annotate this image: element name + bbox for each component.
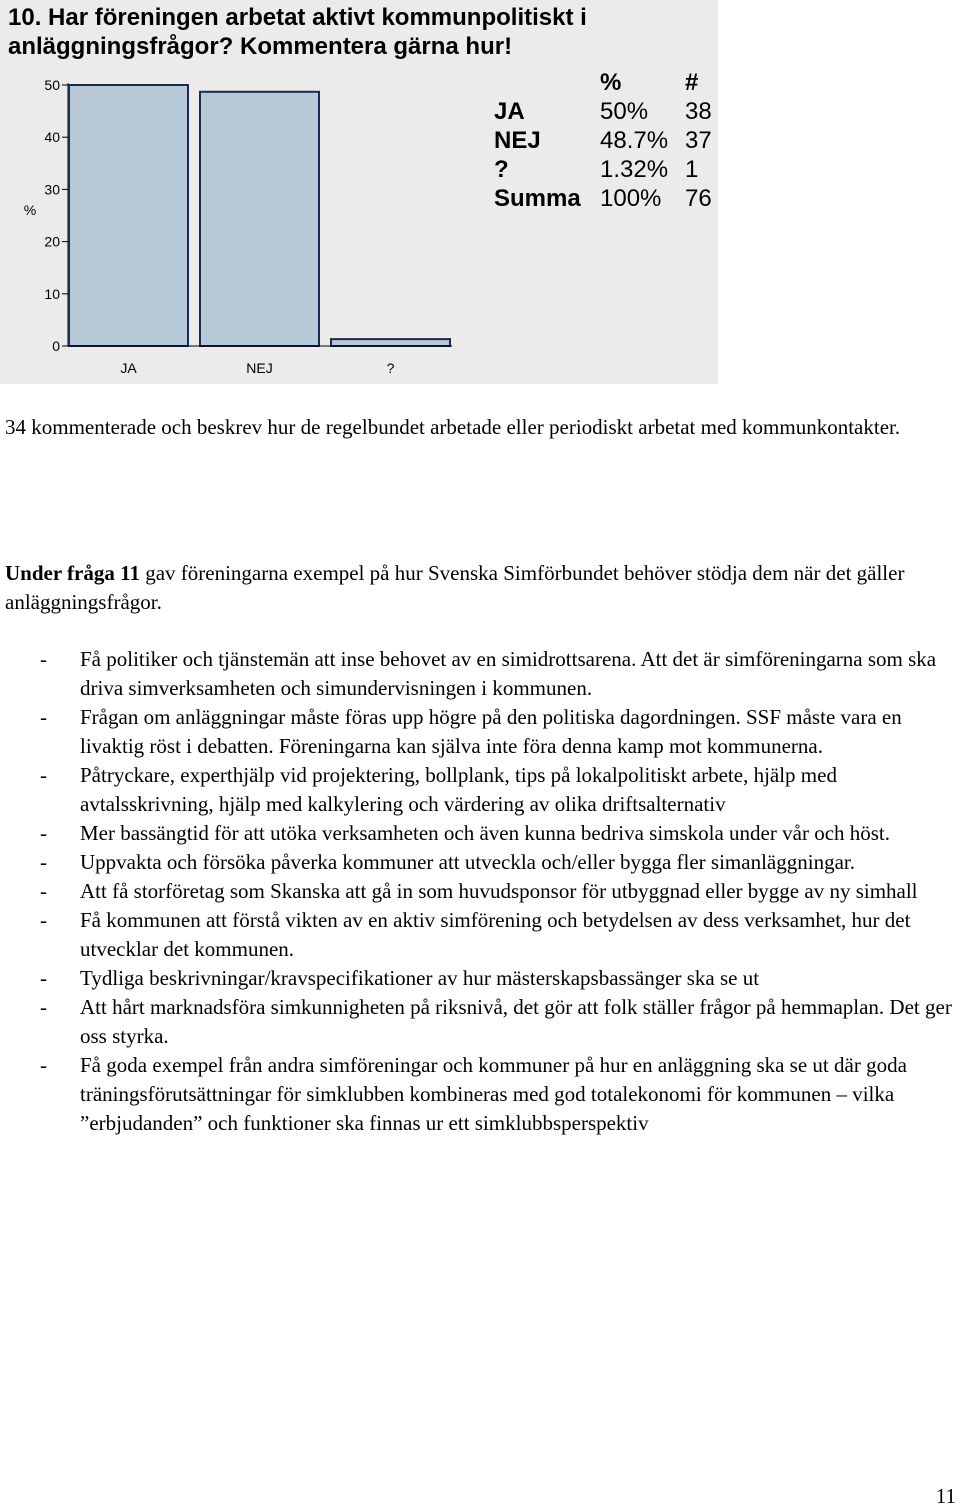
- y-tick-label: 50: [44, 77, 60, 93]
- list-item-text: Påtryckare, experthjälp vid projektering, bollplank, tips på lokalpolitiskt arbete, hjälp med avtalsskrivning, hjälp med kalkylering och värdering av olika driftsalternativ: [80, 763, 837, 816]
- summary-label: ?: [494, 156, 509, 183]
- list-item-text: Frågan om anläggningar måste föras upp högre på den politiska dagordningen. SSF måste vara en livaktig röst i debatten. Föreningarna kan själva inte föra denna kamp mot kommunerna.: [80, 705, 902, 758]
- intro-paragraph: 34 kommenterade och beskrev hur de regelbundet arbetade eller periodiskt arbetat med kommunkontakter.: [5, 415, 901, 439]
- summary-label: JA: [494, 98, 525, 125]
- dash-bullet: -: [40, 850, 47, 874]
- list-item: [0, 1051, 960, 1138]
- y-tick-label: 0: [52, 338, 60, 354]
- y-axis-label: %: [23, 202, 37, 218]
- question-11-text: gav föreningarna exempel på hur Svenska Simförbundet behöver stödja dem när det gäller anläggningsfrågor.: [5, 561, 905, 614]
- bar-1: [200, 92, 319, 346]
- summary-pct: 48.7%: [600, 127, 669, 154]
- bar-2: [331, 339, 450, 346]
- list-item: [0, 848, 960, 877]
- list-item-text: Få politiker och tjänstemän att inse behovet av en simidrottsarena. Att det är simföreningarna som ska driva simverksamheten och simundervisningen i kommunen.: [80, 647, 937, 700]
- question-11-paragraph: [5, 559, 955, 617]
- dash-bullet: -: [40, 1053, 47, 1077]
- list-item: [0, 906, 960, 964]
- summary-pct: 1.32%: [600, 156, 669, 183]
- summary-label: NEJ: [494, 127, 541, 154]
- y-tick-label: 20: [44, 233, 60, 250]
- dash-bullet: -: [40, 821, 47, 845]
- list-item: [0, 877, 960, 906]
- figure-title: 10. Har föreningen arbetat aktivt kommunpolitiskt i anläggningsfrågor? Kommentera gärna hur!: [8, 4, 587, 60]
- list-item: [0, 703, 960, 761]
- list-item-text: Att få storföretag som Skanska att gå in som huvudsponsor för utbyggnad eller bygge av ny simhall: [80, 879, 918, 903]
- suggestion-list: [0, 645, 960, 1138]
- list-item-text: Få kommunen att förstå vikten av en aktiv simförening och betydelsen av dess verksamhet, hur det utvecklar det kommunen.: [80, 908, 911, 961]
- list-item-text: Tydliga beskrivningar/kravspecifikationer av hur mästerskapsbassänger ska se ut: [80, 966, 760, 990]
- summary-count: 37: [685, 127, 712, 154]
- dash-bullet: -: [40, 763, 47, 787]
- list-item: [0, 993, 960, 1051]
- summary-pct: 50%: [600, 98, 649, 125]
- bar-0: [69, 85, 188, 346]
- y-tick-label: 30: [44, 181, 60, 198]
- summary-count: 76: [685, 185, 712, 212]
- dash-bullet: -: [40, 908, 47, 932]
- page-number: 11: [935, 1484, 956, 1508]
- summary-count: 38: [685, 98, 712, 125]
- survey-figure: [0, 0, 718, 384]
- question-11-label: Under fråga 11: [5, 561, 140, 585]
- summary-header-pct: %: [600, 69, 622, 96]
- dash-bullet: -: [40, 995, 47, 1019]
- list-item-text: Uppvakta och försöka påverka kommuner att utveckla och/eller bygga fler simanläggningar.: [80, 850, 855, 874]
- summary-count: 1: [685, 156, 699, 183]
- dash-bullet: -: [40, 966, 47, 990]
- summary-header-num: #: [685, 69, 699, 96]
- y-tick-label: 40: [44, 129, 60, 146]
- dash-bullet: -: [40, 647, 47, 671]
- list-item: [0, 761, 960, 819]
- x-category-label: JA: [120, 360, 137, 376]
- x-category-label: ?: [386, 360, 395, 376]
- list-item-text: Mer bassängtid för att utöka verksamheten och även kunna bedriva simskola under vår och höst.: [80, 821, 891, 845]
- summary-pct: 100%: [600, 185, 662, 212]
- x-category-label: NEJ: [246, 360, 273, 376]
- y-tick-label: 10: [44, 285, 60, 302]
- list-item-text: Att hårt marknadsföra simkunnigheten på riksnivå, det gör att folk ställer frågor på hemmaplan. Det ger oss styrka.: [80, 995, 952, 1048]
- dash-bullet: -: [40, 705, 47, 729]
- list-item: [0, 819, 960, 848]
- summary-label: Summa: [494, 185, 581, 212]
- list-item: [0, 964, 960, 993]
- list-item-text: Få goda exempel från andra simföreningar och kommuner på hur en anläggning ska se ut där goda träningsförutsättningar för simklubben kombineras med god totalekonomi för kommunen – vilka ”erbjudanden” och funktioner ska finnas ur ett simklubbsperspektiv: [80, 1053, 907, 1135]
- dash-bullet: -: [40, 879, 47, 903]
- list-item: [0, 645, 960, 703]
